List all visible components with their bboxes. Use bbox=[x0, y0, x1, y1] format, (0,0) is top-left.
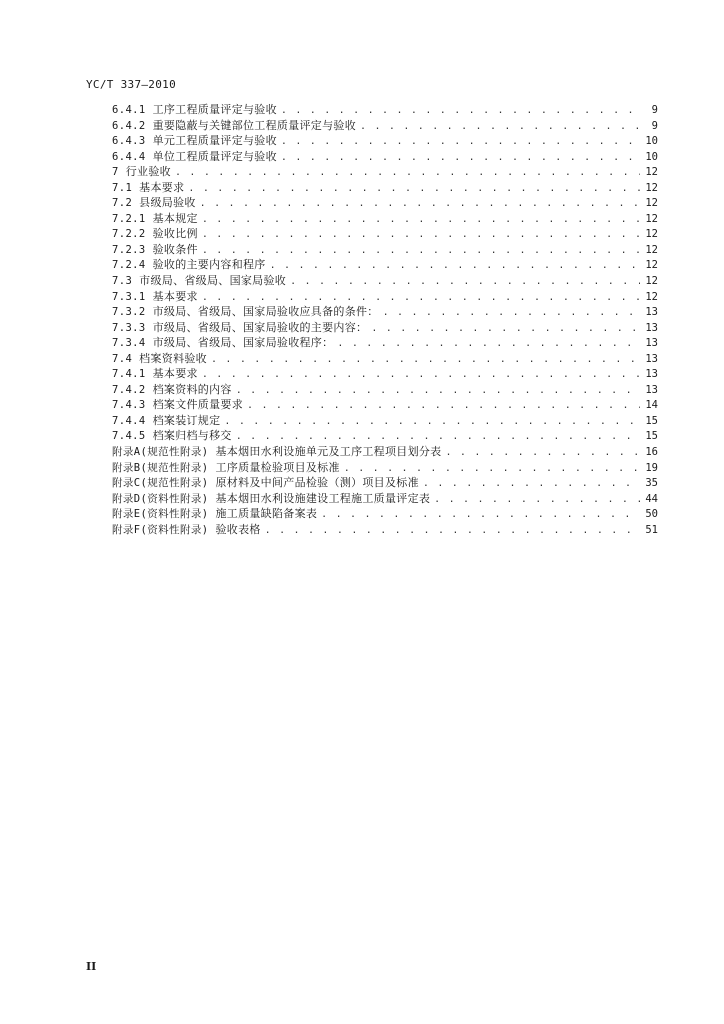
page-number-footer: II bbox=[86, 960, 97, 973]
toc-entry bbox=[112, 211, 658, 227]
toc-entry-title: 县级局验收 bbox=[139, 196, 196, 210]
toc-dot-leader bbox=[236, 383, 640, 398]
toc-entry-page: 12 bbox=[645, 181, 658, 194]
toc-dot-leader bbox=[247, 398, 640, 413]
toc-entry bbox=[112, 320, 658, 336]
toc-dot-leader bbox=[202, 243, 640, 258]
toc-entry-page: 15 bbox=[645, 414, 658, 427]
toc-entry-number: 7.4.3 bbox=[112, 399, 146, 412]
toc-dot-leader bbox=[281, 134, 640, 149]
toc-dot-leader bbox=[434, 492, 640, 507]
toc-entry bbox=[112, 133, 658, 149]
toc-entry bbox=[112, 118, 658, 134]
toc-entry bbox=[112, 226, 658, 242]
toc-entry-page: 9 bbox=[651, 104, 658, 116]
toc-entry-number: 7.4.4 bbox=[112, 414, 146, 427]
toc-entry bbox=[112, 149, 658, 165]
toc-entry-page: 14 bbox=[645, 399, 658, 412]
toc-entry-title: 验收的主要内容和程序 bbox=[152, 258, 266, 272]
toc-entry-page: 10 bbox=[645, 135, 658, 148]
toc-entry-page: 12 bbox=[645, 290, 658, 303]
toc-dot-leader bbox=[202, 367, 640, 382]
toc-entry bbox=[112, 351, 658, 367]
toc-entry-title: 档案文件质量要求 bbox=[152, 398, 244, 412]
toc-entry-title: 市级局、省级局、国家局验收程序： bbox=[152, 336, 334, 350]
toc-dot-leader bbox=[360, 119, 640, 134]
toc-entry-page: 51 bbox=[645, 523, 658, 536]
toc-dot-leader bbox=[236, 429, 640, 444]
toc-entry bbox=[112, 273, 658, 289]
toc-entry-page: 12 bbox=[645, 275, 658, 288]
toc-dot-leader bbox=[423, 476, 640, 491]
toc-entry bbox=[112, 444, 658, 460]
toc-entry-title: 原材料及中间产品检验（测）项目及标准 bbox=[215, 476, 419, 490]
toc-entry-title: 验收表格 bbox=[215, 522, 261, 536]
toc-entry-number: 7.2.3 bbox=[112, 243, 146, 256]
toc-entry-title: 基本要求 bbox=[139, 180, 185, 194]
toc-entry-page: 35 bbox=[645, 477, 658, 490]
toc-entry bbox=[112, 242, 658, 258]
toc-entry-number: 7.4.2 bbox=[112, 383, 146, 396]
toc-entry-number: 6.4.3 bbox=[112, 135, 146, 148]
toc-entry-number: 附录A(规范性附录) bbox=[112, 446, 209, 459]
toc-dot-leader bbox=[265, 523, 640, 538]
toc-entry bbox=[112, 475, 658, 491]
toc-entry-number: 6.4.1 bbox=[112, 104, 146, 116]
toc-entry bbox=[112, 382, 658, 398]
toc-entry-number: 7.2.1 bbox=[112, 212, 146, 225]
toc-entry-number: 7.4 bbox=[112, 352, 133, 365]
toc-entry-title: 市级局、省级局、国家局验收应具备的条件： bbox=[152, 305, 379, 319]
toc-entry-number: 附录C(规范性附录) bbox=[112, 477, 209, 490]
toc-entry-page: 12 bbox=[645, 259, 658, 272]
toc-entry-number: 7.3.2 bbox=[112, 306, 146, 319]
toc-entry-page: 13 bbox=[645, 321, 658, 334]
toc-entry-title: 档案归档与移交 bbox=[152, 429, 232, 443]
toc-entry-title: 施工质量缺陷备案表 bbox=[215, 507, 318, 521]
toc-entry-title: 单位工程质量评定与验收 bbox=[152, 149, 277, 163]
toc-entry bbox=[112, 335, 658, 351]
toc-entry-title: 工序工程质量评定与验收 bbox=[152, 103, 277, 116]
toc-dot-leader bbox=[445, 445, 640, 460]
document-code-header: YC/T 337—2010 bbox=[86, 78, 176, 91]
toc-entry bbox=[112, 428, 658, 444]
toc-entry bbox=[112, 164, 658, 180]
toc-entry bbox=[112, 366, 658, 382]
toc-dot-leader bbox=[281, 150, 640, 165]
toc-entry-number: 附录D(资料性附录) bbox=[112, 492, 209, 505]
toc-entry bbox=[112, 413, 658, 429]
toc-entry bbox=[112, 289, 658, 305]
toc-entry-title: 市级局、省级局、国家局验收 bbox=[139, 274, 287, 288]
toc-entry-title: 基本要求 bbox=[152, 367, 198, 381]
toc-entry-page: 16 bbox=[645, 446, 658, 459]
toc-entry-title: 基本要求 bbox=[152, 289, 198, 303]
toc-entry-page: 12 bbox=[645, 197, 658, 210]
toc-entry bbox=[112, 397, 658, 413]
toc-entry-number: 7.3.3 bbox=[112, 321, 146, 334]
toc-entry bbox=[112, 304, 658, 320]
toc-entry-number: 7.4.1 bbox=[112, 368, 146, 381]
toc-entry-title: 基本规定 bbox=[152, 211, 198, 225]
toc-entry-number: 附录B(规范性附录) bbox=[112, 461, 209, 474]
toc-entry-page: 13 bbox=[645, 337, 658, 350]
toc-entry-title: 工序质量检验项目及标准 bbox=[215, 460, 340, 474]
toc-dot-leader bbox=[383, 305, 640, 320]
toc-dot-leader bbox=[224, 414, 640, 429]
toc-entry bbox=[112, 522, 658, 538]
toc-entry bbox=[112, 180, 658, 196]
toc-entry bbox=[112, 460, 658, 476]
toc-entry-page: 13 bbox=[645, 368, 658, 381]
toc-dot-leader bbox=[337, 336, 640, 351]
toc-entry-title: 基本烟田水利设施单元及工序工程项目划分表 bbox=[215, 445, 442, 459]
toc-dot-leader bbox=[344, 461, 640, 476]
toc-entry-number: 6.4.2 bbox=[112, 119, 146, 132]
toc-entry bbox=[112, 102, 658, 118]
toc-entry-number: 7 bbox=[112, 166, 119, 179]
toc-dot-leader bbox=[321, 507, 640, 522]
toc-entry bbox=[112, 195, 658, 211]
toc-entry-number: 7.2.4 bbox=[112, 259, 146, 272]
toc-entry-number: 7.1 bbox=[112, 181, 133, 194]
toc-entry-title: 基本烟田水利设施建设工程施工质量评定表 bbox=[215, 491, 431, 505]
toc-entry-number: 7.3 bbox=[112, 275, 133, 288]
toc-dot-leader bbox=[211, 352, 640, 367]
toc-dot-leader bbox=[200, 196, 640, 211]
toc-entry-number: 7.4.5 bbox=[112, 430, 146, 443]
toc-entry-page: 19 bbox=[645, 461, 658, 474]
toc-entry bbox=[112, 506, 658, 522]
toc-entry-page: 13 bbox=[645, 352, 658, 365]
toc-dot-leader bbox=[188, 181, 640, 196]
toc-entry-page: 44 bbox=[645, 492, 658, 505]
toc-dot-leader bbox=[202, 212, 640, 227]
toc-dot-leader bbox=[202, 290, 640, 305]
toc-entry-number: 7.3.4 bbox=[112, 337, 146, 350]
toc-entry-number: 附录E(资料性附录) bbox=[112, 508, 209, 521]
toc-entry-title: 档案资料验收 bbox=[139, 351, 207, 365]
toc-dot-leader bbox=[371, 321, 640, 336]
toc-entry-page: 10 bbox=[645, 150, 658, 163]
table-of-contents bbox=[112, 102, 658, 537]
toc-dot-leader bbox=[290, 274, 640, 289]
toc-dot-leader bbox=[270, 258, 640, 273]
toc-entry-page: 9 bbox=[651, 119, 658, 132]
toc-entry bbox=[112, 257, 658, 273]
toc-dot-leader bbox=[202, 227, 640, 242]
toc-entry-page: 12 bbox=[645, 212, 658, 225]
toc-entry-title: 验收条件 bbox=[152, 242, 198, 256]
toc-entry-number: 6.4.4 bbox=[112, 150, 146, 163]
toc-entry-page: 12 bbox=[645, 243, 658, 256]
toc-entry-page: 12 bbox=[645, 228, 658, 241]
toc-entry-title: 档案资料的内容 bbox=[152, 382, 232, 396]
toc-entry-page: 13 bbox=[645, 383, 658, 396]
toc-entry bbox=[112, 491, 658, 507]
toc-dot-leader bbox=[281, 103, 640, 118]
toc-entry-page: 12 bbox=[645, 166, 658, 179]
toc-entry-number: 7.3.1 bbox=[112, 290, 146, 303]
toc-entry-number: 7.2 bbox=[112, 197, 133, 210]
toc-entry-number: 附录F(资料性附录) bbox=[112, 523, 209, 536]
toc-entry-page: 15 bbox=[645, 430, 658, 443]
toc-entry-page: 13 bbox=[645, 306, 658, 319]
toc-entry-title: 重要隐蔽与关键部位工程质量评定与验收 bbox=[152, 118, 357, 132]
toc-entry-number: 7.2.2 bbox=[112, 228, 146, 241]
toc-entry-page: 50 bbox=[645, 508, 658, 521]
toc-entry-title: 市级局、省级局、国家局验收的主要内容： bbox=[152, 320, 368, 334]
toc-entry-title: 单元工程质量评定与验收 bbox=[152, 134, 277, 148]
toc-entry-title: 验收比例 bbox=[152, 227, 198, 241]
toc-entry-title: 行业验收 bbox=[125, 165, 171, 179]
toc-dot-leader bbox=[175, 165, 640, 180]
toc-entry-title: 档案装订规定 bbox=[152, 413, 221, 427]
